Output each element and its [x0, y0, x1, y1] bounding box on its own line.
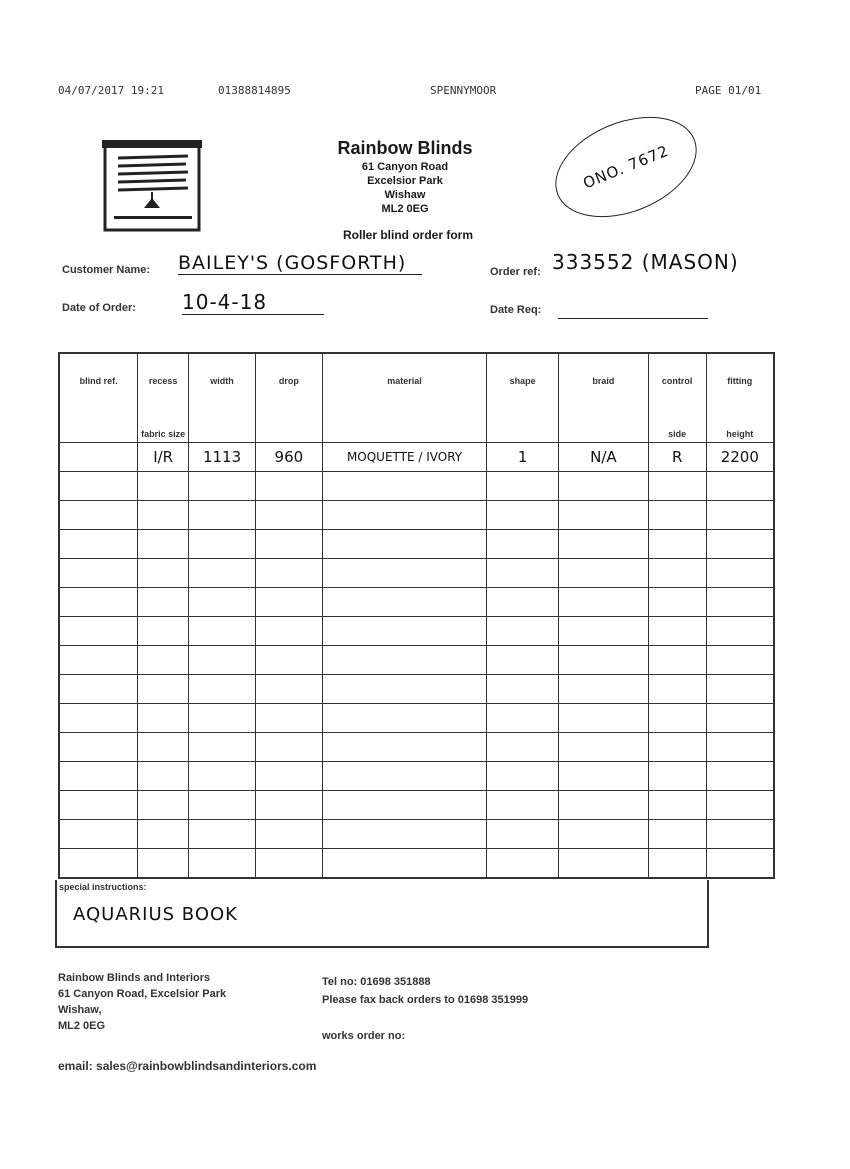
cell-drop — [255, 530, 322, 559]
cell-recess — [138, 733, 189, 762]
cell-drop — [255, 501, 322, 530]
footer-company — [58, 970, 226, 1034]
cell-fitting-height — [706, 588, 774, 617]
cell-blind-ref — [59, 472, 138, 501]
customer-name-value: BAILEY'S (GOSFORTH) — [178, 252, 422, 275]
cell-drop — [255, 704, 322, 733]
cell-width — [189, 820, 256, 849]
cell-shape — [487, 849, 559, 879]
cell-width — [189, 791, 256, 820]
cell-material — [322, 733, 487, 762]
cell-width: 1113 — [189, 443, 256, 472]
cell-material — [322, 588, 487, 617]
footer-email: email: sales@rainbowblindsandinteriors.com — [58, 1059, 317, 1073]
cell-shape — [487, 559, 559, 588]
table-row — [59, 820, 774, 849]
cell-control-side — [648, 617, 706, 646]
table-row — [59, 704, 774, 733]
cell-drop — [255, 617, 322, 646]
cell-fitting-height — [706, 849, 774, 879]
cell-drop — [255, 588, 322, 617]
cell-width — [189, 501, 256, 530]
cell-fitting-height: 2200 — [706, 443, 774, 472]
cell-braid — [559, 501, 649, 530]
cell-shape — [487, 530, 559, 559]
cell-braid — [559, 820, 649, 849]
special-instructions-value: AQUARIUS BOOK — [73, 904, 238, 925]
cell-blind-ref — [59, 646, 138, 675]
cell-fitting-height — [706, 530, 774, 559]
cell-blind-ref — [59, 617, 138, 646]
header-drop: drop — [255, 353, 322, 443]
cell-recess — [138, 530, 189, 559]
cell-blind-ref — [59, 762, 138, 791]
cell-drop — [255, 791, 322, 820]
cell-fitting-height — [706, 820, 774, 849]
order-ref-value: 333552 (MASON) — [552, 250, 739, 274]
cell-drop — [255, 820, 322, 849]
cell-width — [189, 646, 256, 675]
cell-blind-ref — [59, 443, 138, 472]
table-row — [59, 675, 774, 704]
date-of-order-label: Date of Order: — [62, 302, 136, 314]
cell-braid — [559, 733, 649, 762]
cell-material — [322, 849, 487, 879]
fax-datetime: 04/07/2017 19:21 — [58, 84, 164, 97]
cell-width — [189, 559, 256, 588]
cell-control-side — [648, 675, 706, 704]
cell-recess — [138, 617, 189, 646]
blind-logo-icon — [100, 136, 204, 234]
cell-braid — [559, 617, 649, 646]
header-control-side: control side — [648, 353, 706, 443]
footer-tel: Tel no: 01698 351888 — [322, 976, 431, 988]
cell-material — [322, 646, 487, 675]
cell-braid — [559, 791, 649, 820]
cell-width — [189, 675, 256, 704]
cell-recess — [138, 559, 189, 588]
cell-material — [322, 617, 487, 646]
cell-material — [322, 675, 487, 704]
cell-blind-ref — [59, 820, 138, 849]
works-order-label: works order no: — [322, 1030, 406, 1042]
table-row — [59, 849, 774, 879]
cell-braid — [559, 849, 649, 879]
date-req-value — [558, 304, 708, 319]
cell-fitting-height — [706, 472, 774, 501]
cell-braid — [559, 559, 649, 588]
cell-blind-ref — [59, 530, 138, 559]
cell-shape — [487, 820, 559, 849]
cell-braid — [559, 675, 649, 704]
order-stamp — [541, 98, 712, 237]
header-material: material — [322, 353, 487, 443]
fax-page: PAGE 01/01 — [695, 84, 762, 97]
cell-drop — [255, 762, 322, 791]
fax-location: SPENNYMOOR — [430, 84, 497, 97]
cell-drop: 960 — [255, 443, 322, 472]
cell-width — [189, 617, 256, 646]
address-line: 61 Canyon Road — [361, 161, 449, 173]
cell-recess — [138, 588, 189, 617]
cell-fitting-height — [706, 646, 774, 675]
table-row — [59, 588, 774, 617]
table-row — [59, 617, 774, 646]
date-of-order-value: 10-4-18 — [182, 290, 324, 315]
cell-control-side — [648, 762, 706, 791]
cell-shape — [487, 501, 559, 530]
cell-shape — [487, 588, 559, 617]
order-ref-label: Order ref: — [490, 266, 541, 278]
cell-fitting-height — [706, 791, 774, 820]
address-line: ML2 0EG — [381, 203, 429, 215]
table-row — [59, 646, 774, 675]
table-row — [59, 559, 774, 588]
cell-material — [322, 530, 487, 559]
cell-shape — [487, 704, 559, 733]
header-recess: recess fabric size — [138, 353, 189, 443]
header-width: width — [189, 353, 256, 443]
cell-control-side — [648, 849, 706, 879]
table-row — [59, 530, 774, 559]
cell-control-side — [648, 559, 706, 588]
cell-fitting-height — [706, 733, 774, 762]
footer-company-line: ML2 0EG — [58, 1020, 106, 1032]
cell-blind-ref — [59, 559, 138, 588]
cell-shape — [487, 617, 559, 646]
cell-blind-ref — [59, 849, 138, 879]
cell-material — [322, 501, 487, 530]
cell-braid — [559, 762, 649, 791]
header-blind-ref: blind ref. — [59, 353, 138, 443]
table-row — [59, 733, 774, 762]
cell-braid: N/A — [559, 443, 649, 472]
cell-blind-ref — [59, 733, 138, 762]
table-row — [59, 443, 774, 472]
header-shape: shape — [487, 353, 559, 443]
cell-shape — [487, 472, 559, 501]
cell-braid — [559, 704, 649, 733]
cell-recess — [138, 791, 189, 820]
table-row — [59, 501, 774, 530]
form-title: Roller blind order form — [342, 228, 473, 242]
table-header-row — [59, 353, 774, 443]
cell-control-side — [648, 472, 706, 501]
special-instructions-label: special instructions: — [59, 882, 147, 892]
header-fitting-height: fitting height — [706, 353, 774, 443]
footer-fax-note: Please fax back orders to 01698 351999 — [322, 994, 529, 1006]
customer-name-label: Customer Name: — [62, 264, 151, 276]
cell-braid — [559, 530, 649, 559]
cell-blind-ref — [59, 675, 138, 704]
cell-drop — [255, 646, 322, 675]
cell-fitting-height — [706, 675, 774, 704]
cell-drop — [255, 559, 322, 588]
special-instructions-box — [55, 880, 709, 948]
company-name: Rainbow Blinds — [337, 138, 473, 158]
cell-width — [189, 704, 256, 733]
cell-recess — [138, 646, 189, 675]
cell-drop — [255, 849, 322, 879]
cell-control-side — [648, 588, 706, 617]
footer-company-line: 61 Canyon Road, Excelsior Park — [58, 988, 227, 1000]
cell-braid — [559, 588, 649, 617]
cell-control-side — [648, 501, 706, 530]
cell-braid — [559, 472, 649, 501]
company-address — [300, 160, 510, 216]
order-table — [58, 352, 775, 879]
stamp-text: ONO. 7672 — [580, 141, 672, 193]
cell-blind-ref — [59, 588, 138, 617]
cell-shape — [487, 675, 559, 704]
cell-recess — [138, 472, 189, 501]
cell-material — [322, 762, 487, 791]
table-row — [59, 472, 774, 501]
footer-company-line: Rainbow Blinds and Interiors — [58, 972, 211, 984]
cell-drop — [255, 733, 322, 762]
cell-recess — [138, 675, 189, 704]
cell-material — [322, 704, 487, 733]
cell-fitting-height — [706, 762, 774, 791]
table-row — [59, 762, 774, 791]
cell-width — [189, 588, 256, 617]
cell-material — [322, 472, 487, 501]
date-req-label: Date Req: — [490, 304, 542, 316]
cell-fitting-height — [706, 501, 774, 530]
cell-fitting-height — [706, 617, 774, 646]
cell-shape — [487, 646, 559, 675]
cell-fitting-height — [706, 559, 774, 588]
cell-shape — [487, 791, 559, 820]
cell-material — [322, 820, 487, 849]
cell-blind-ref — [59, 501, 138, 530]
cell-drop — [255, 675, 322, 704]
cell-shape — [487, 762, 559, 791]
cell-control-side — [648, 646, 706, 675]
address-line: Excelsior Park — [367, 175, 443, 187]
cell-material — [322, 791, 487, 820]
cell-control-side — [648, 820, 706, 849]
cell-blind-ref — [59, 704, 138, 733]
cell-blind-ref — [59, 791, 138, 820]
cell-width — [189, 472, 256, 501]
address-line: Wishaw — [384, 189, 426, 201]
cell-recess — [138, 501, 189, 530]
cell-control-side — [648, 704, 706, 733]
cell-recess: I/R — [138, 443, 189, 472]
cell-material — [322, 559, 487, 588]
footer-company-line: Wishaw, — [58, 1004, 102, 1016]
cell-recess — [138, 849, 189, 879]
cell-material: MOQUETTE / IVORY — [322, 443, 487, 472]
cell-width — [189, 733, 256, 762]
cell-recess — [138, 820, 189, 849]
table-row — [59, 791, 774, 820]
cell-width — [189, 849, 256, 879]
cell-control-side: R — [648, 443, 706, 472]
cell-recess — [138, 704, 189, 733]
header-braid: braid — [559, 353, 649, 443]
cell-width — [189, 530, 256, 559]
cell-control-side — [648, 733, 706, 762]
cell-fitting-height — [706, 704, 774, 733]
cell-control-side — [648, 530, 706, 559]
cell-shape: 1 — [487, 443, 559, 472]
cell-control-side — [648, 791, 706, 820]
cell-drop — [255, 472, 322, 501]
cell-width — [189, 762, 256, 791]
cell-braid — [559, 646, 649, 675]
cell-recess — [138, 762, 189, 791]
fax-number: 01388814895 — [218, 84, 291, 97]
cell-shape — [487, 733, 559, 762]
